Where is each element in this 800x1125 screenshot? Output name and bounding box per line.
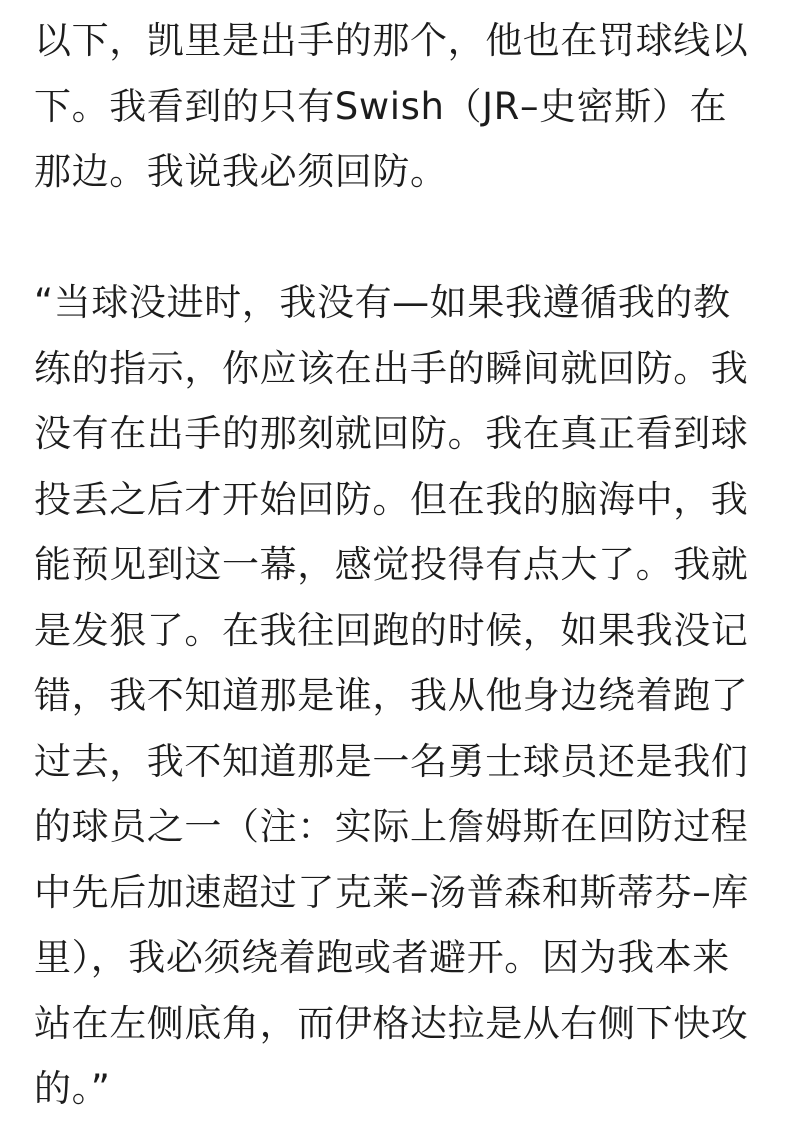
- text-line: 过去，我不知道那是一名勇士球员还是我们: [34, 739, 749, 783]
- text-line: 站在左侧底角，而伊格达拉是从右侧下快攻: [34, 1001, 749, 1045]
- paragraph-1: [34, 8, 770, 205]
- text-line: 练的指示，你应该在出手的瞬间就回防。我: [34, 346, 749, 390]
- text-line: 错，我不知道那是谁，我从他身边绕着跑了: [34, 674, 749, 717]
- paragraph-2: [34, 270, 770, 1122]
- text-line: 的。”: [34, 1067, 111, 1110]
- text-line: 的球员之一（注：实际上詹姆斯在回防过程: [34, 805, 749, 848]
- text-line: 下。我看到的只有Swish（JR–史密斯）在: [34, 84, 728, 128]
- text-line: 以下，凯里是出手的那个，他也在罚球线以: [34, 19, 749, 62]
- text-line: 那边。我说我必须回防。: [34, 150, 448, 193]
- text-line: 没有在出手的那刻就回防。我在真正看到球: [34, 412, 749, 455]
- text-line: 中先后加速超过了克莱–汤普森和斯蒂芬–库: [34, 870, 749, 914]
- paragraph-gap: [34, 205, 770, 271]
- text-line: “当球没进时，我没有—如果我遵循我的教: [34, 281, 731, 324]
- text-line: 投丢之后才开始回防。但在我的脑海中，我: [34, 477, 749, 521]
- text-line: 能预见到这一幕，感觉投得有点大了。我就: [34, 543, 749, 586]
- text-line: 是发狠了。在我往回跑的时候，如果我没记: [34, 608, 749, 652]
- text-line: 里），我必须绕着跑或者避开。因为我本来: [34, 936, 730, 979]
